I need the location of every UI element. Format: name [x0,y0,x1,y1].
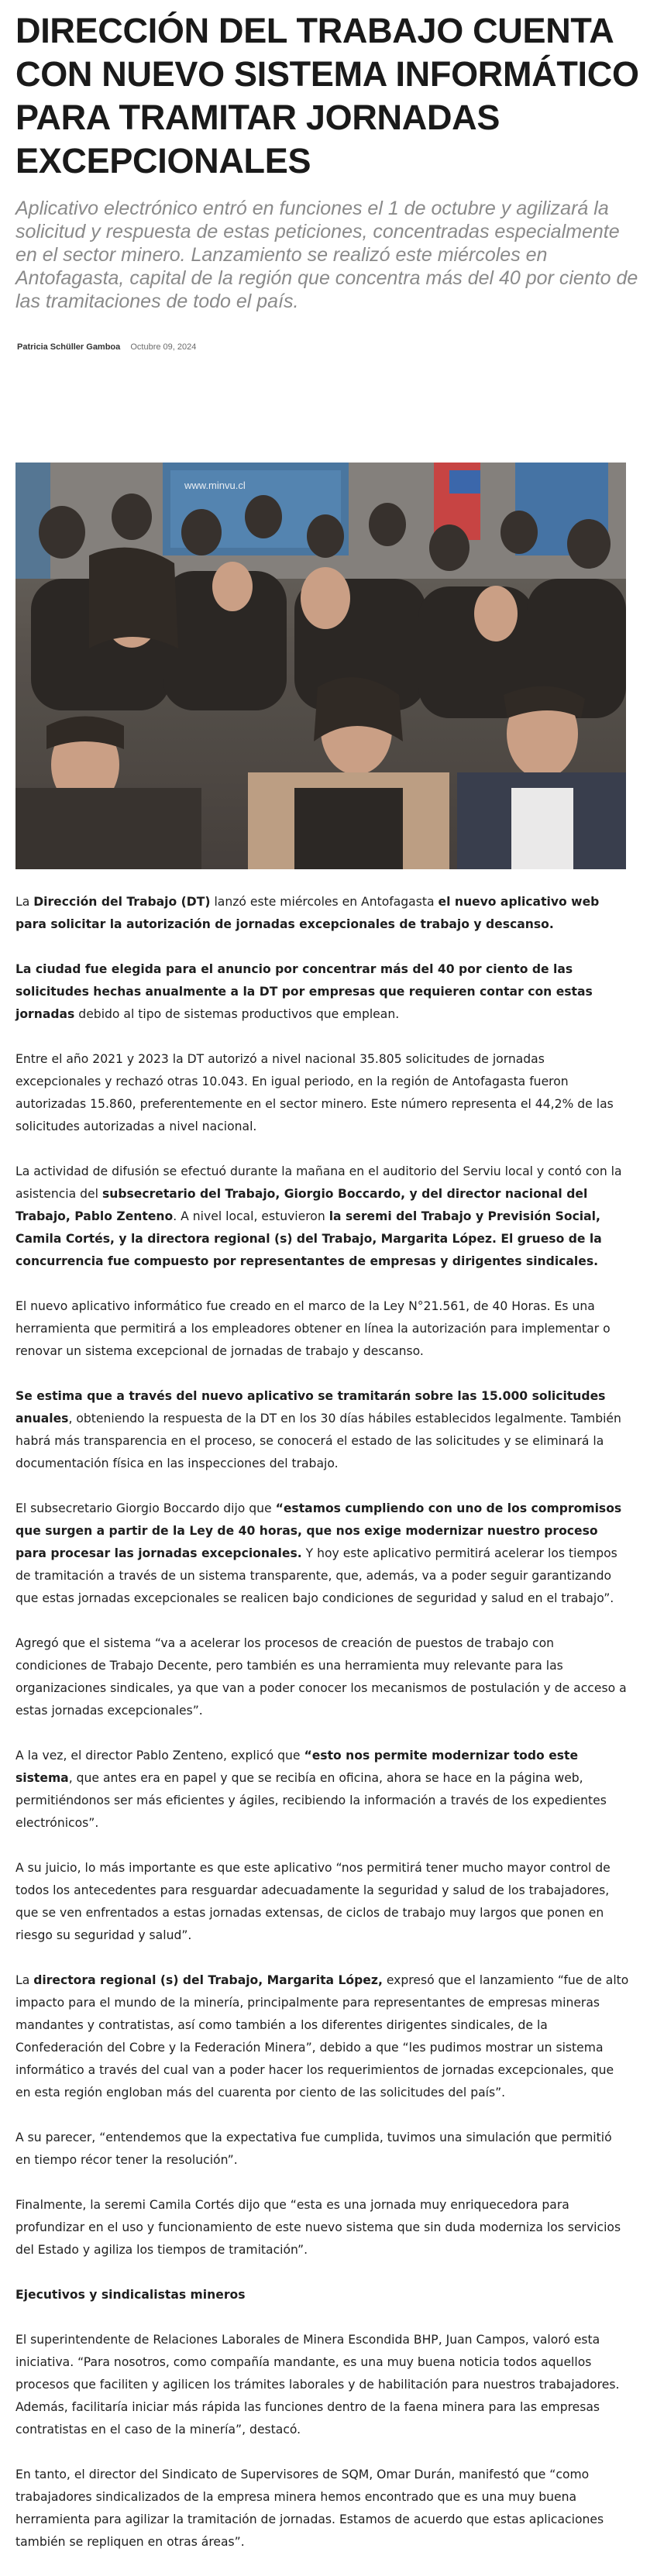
article-body [15,891,629,2576]
paragraph-12: A su parecer, “entendemos que la expectativa fue cumplida, tuvimos una simulación que permitió en tiempo récor tener la resolución”. [15,2131,612,2167]
author-name[interactable]: Patricia Schüller Gamboa [17,342,121,352]
paragraph-1: La Dirección del Trabajo (DT) lanzó este miércoles en Antofagasta el nuevo aplicativo web para solicitar la autorización de jornadas excepcionales de trabajo y descanso. [15,895,600,931]
paragraph-15: En tanto, el director del Sindicato de Supervisores de SQM, Omar Durán, manifestó que “como trabajadores sindicalizados de la empresa minera hemos encontrado que es una muy buena herramienta para agilizar la tramitación de jornadas. Estamos de acuerdo que estas aplicaciones también se repliquen en otras áreas”. [15,2468,604,2549]
paragraph-6: Se estima que a través del nuevo aplicativo se tramitarán sobre las 15.000 solicitudes anuales, obteniendo la respuesta de la DT en los 30 días hábiles establecidos legalmente. También habrá más transparencia en el proceso, se conocerá el estado de las solicitudes y se eliminará la documentación física en las inspecciones del trabajo. [15,1389,621,1470]
paragraph-4: La actividad de difusión se efectuó durante la mañana en el auditorio del Serviu local y contó con la asistencia del subsecretario del Trabajo, Giorgio Boccardo, y del director nacional del Trabajo, Pablo Zenteno. A nivel local, estuvieron la seremi del Trabajo y Previsión Social, Camila Cortés, y la directora regional (s) del Trabajo, Margarita López. El grueso de la concurrencia fue compuesto por representantes de empresas y dirigentes sindicales. [15,1164,622,1268]
publish-date: Octubre 09, 2024 [130,342,197,352]
paragraph-14: El superintendente de Relaciones Laborales de Minera Escondida BHP, Juan Campos, valoró esta iniciativa. “Para nosotros, como compañía mandante, es una muy buena noticia todos aquellos procesos que faciliten y agilicen los trámites laborales y de habilitación para nuestros trabajadores. Además, facilitaría iniciar más rápida las funciones dentro de la faena minera para las empresas contratistas en el caso de la minería”, destacó. [15,2333,620,2437]
paragraph-10: A su juicio, lo más importante es que este aplicativo “nos permitirá tener mucho mayor control de todos los antecedentes para resguardar adecuadamente la seguridad y salud de los trabajadores, que se ven enfrentados a estas jornadas extensas, de ciclos de trabajo muy largos que ponen en riesgo su seguridad y salud”. [15,1861,611,1942]
paragraph-8: Agregó que el sistema “va a acelerar los procesos de creación de puestos de trabajo con condiciones de Trabajo Decente, pero también es una herramienta muy relevante para las organizaciones sindicales, ya que van a poder conocer los mecanismos de postulación y de acceso a estas jornadas excepcionales”. [15,1636,627,1718]
bold-dt: Dirección del Trabajo (DT) [33,895,211,909]
paragraph-11: La directora regional (s) del Trabajo, Margarita López, expresó que el lanzamiento “fue de alto impacto para el mundo de la minería, principalmente para representantes de empresas mineras mandantes y contratistas, así como también a los diferentes dirigentes sindicales, de la Confederación del Cobre y la Federación Minera”, debido a que “les pudimos mostrar un sistema informático a través del cual van a poder hacer los requerimientos de jornadas excepcionales, que en esta región engloban más del cuarenta por ciento de las solicitudes del país”. [15,1973,629,2100]
event-audience-photo [15,463,626,869]
article-photo [15,463,626,869]
article-lead: Aplicativo electrónico entró en funciones el 1 de octubre y agilizará la solicitud y respuesta de estas peticiones, concentradas especialmente en el sector minero. Lanzamiento se realizó este miércoles en Antofagasta, capital de la región que concentra más del 40 por ciento de las tramitaciones de todo el país. [15,198,638,312]
paragraph-3: Entre el año 2021 y 2023 la DT autorizó a nivel nacional 35.805 solicitudes de jornadas excepcionales y rechazó otras 10.043. En igual periodo, en la región de Antofagasta fueron autorizadas 15.860, preferentemente en el sector minero. Este número representa el 44,2% de las solicitudes autorizadas a nivel nacional. [15,1052,614,1133]
article-title: DIRECCIÓN DEL TRABAJO CUENTA CON NUEVO SISTEMA INFORMÁTICO PARA TRAMITAR JORNADAS EXCEPCIONALES [15,11,639,181]
paragraph-5: El nuevo aplicativo informático fue creado en el marco de la Ley N°21.561, de 40 Horas. Es una herramienta que permitirá a los empleadores obtener en línea la autorización para implementar o renovar un sistema excepcional de jornadas de trabajo y descanso. [15,1299,611,1358]
paragraph-9: A la vez, el director Pablo Zenteno, explicó que “esto nos permite modernizar todo este sistema, que antes era en papel y que se recibía en oficina, ahora se hace en la página web, permitiéndonos ser más eficientes y ágiles, recibiendo la información a través de los expedientes electrónicos”. [15,1749,607,1830]
section-subheading: Ejecutivos y sindicalistas mineros [15,2288,246,2302]
paragraph-7: El subsecretario Giorgio Boccardo dijo que “estamos cumpliendo con uno de los compromisos que surgen a partir de la Ley de 40 horas, que nos exige modernizar nuestro proceso para procesar las jornadas excepcionales. Y hoy este aplicativo permitirá acelerar los tiempos de tramitación a través de un sistema transparente, que, además, va a poder seguir garantizando que estas jornadas excepcionales se realicen bajo condiciones de seguridad y salud en el trabajo”. [15,1501,622,1605]
paragraph-13: Finalmente, la seremi Camila Cortés dijo que “esta es una jornada muy enriquecedora para profundizar en el uso y funcionamiento de este nuevo sistema que sin duda moderniza los servicios del Estado y agiliza los tiempos de tramitación”. [15,2198,621,2257]
paragraph-2: La ciudad fue elegida para el anuncio por concentrar más del 40 por ciento de las solicitudes hechas anualmente a la DT por empresas que requieren contar con estas jornadas debido al tipo de sistemas productivos que emplean. [15,962,593,1021]
byline [17,342,196,352]
